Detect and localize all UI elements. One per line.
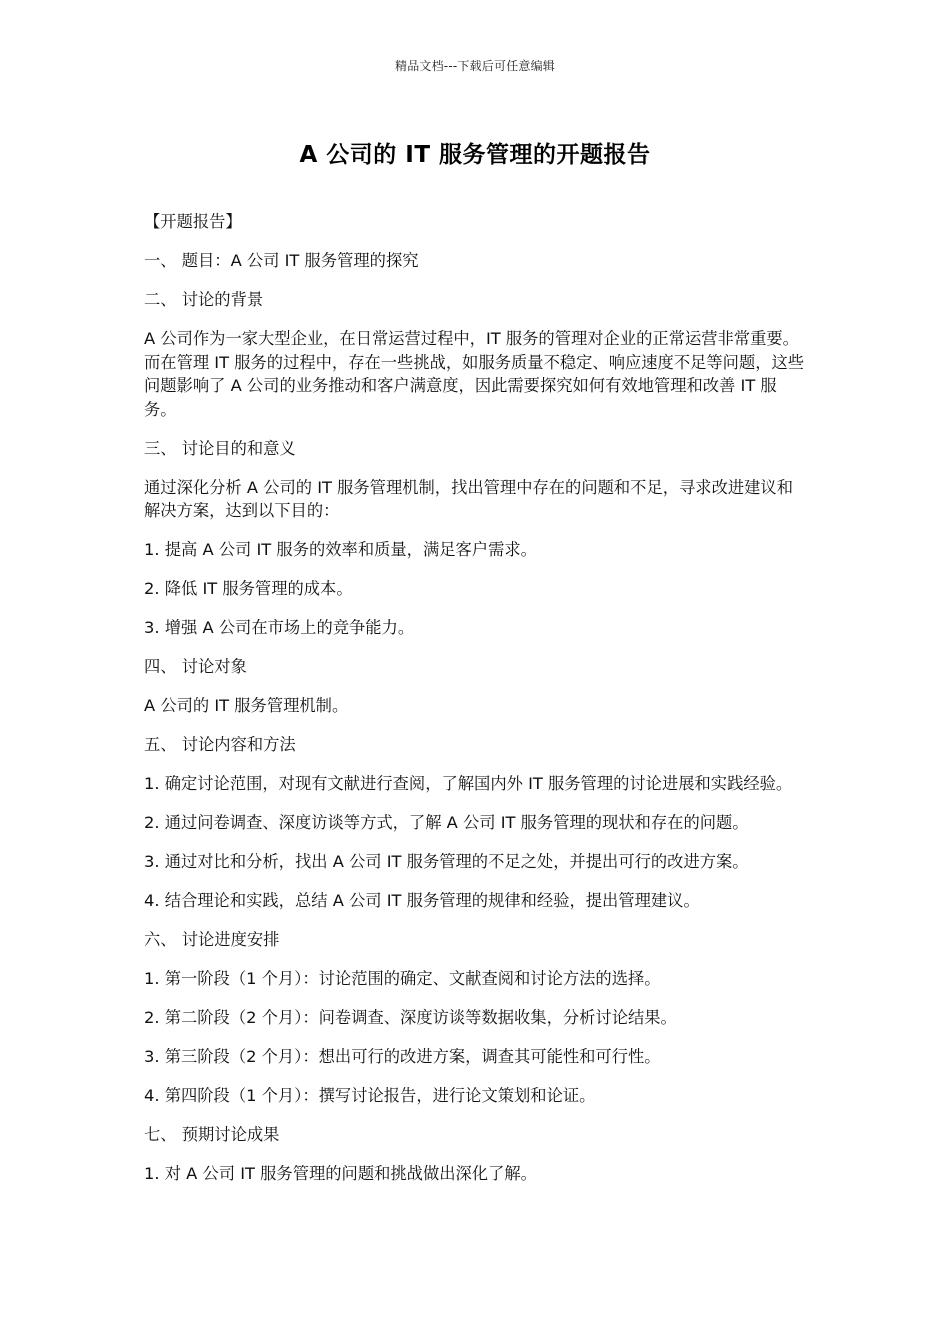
section-heading-6: 六、 讨论进度安排 (144, 930, 280, 949)
purpose-paragraph: 通过深化分析 A 公司的 IT 服务管理机制，找出管理中存在的问题和不足，寻求改进建议和解决方案，达到以下目的： (144, 477, 793, 520)
list-item: 3. 通过对比和分析，找出 A 公司 IT 服务管理的不足之处，并提出可行的改进方案。 (144, 852, 749, 871)
section-heading-4: 四、 讨论对象 (144, 657, 247, 676)
document-title: A 公司的 IT 服务管理的开题报告 (299, 142, 651, 168)
list-item: 1. 第一阶段（1 个月）：讨论范围的确定、文献查阅和讨论方法的选择。 (144, 969, 661, 988)
section-heading-7: 七、 预期讨论成果 (144, 1125, 280, 1144)
list-item: 4. 第四阶段（1 个月）：撰写讨论报告，进行论文策划和论证。 (144, 1086, 596, 1105)
section-heading-5: 五、 讨论内容和方法 (144, 735, 296, 754)
list-item: 2. 通过问卷调查、深度访谈等方式，了解 A 公司 IT 服务管理的现状和存在的问题。 (144, 813, 749, 832)
object-paragraph: A 公司的 IT 服务管理机制。 (144, 696, 349, 715)
list-item: 2. 第二阶段（2 个月）：问卷调查、深度访谈等数据收集，分析讨论结果。 (144, 1008, 677, 1027)
opening-label: 【开题报告】 (144, 212, 242, 231)
list-item: 1. 提高 A 公司 IT 服务的效率和质量，满足客户需求。 (144, 540, 537, 559)
list-item: 1. 确定讨论范围，对现有文献进行查阅，了解国内外 IT 服务管理的讨论进展和实践经验。 (144, 774, 793, 793)
list-item: 3. 增强 A 公司在市场上的竞争能力。 (144, 618, 415, 637)
document-body (144, 210, 809, 1201)
list-item: 4. 结合理论和实践，总结 A 公司 IT 服务管理的规律和经验，提出管理建议。 (144, 891, 700, 910)
header-note: 精品文档---下载后可任意编辑 (395, 59, 555, 73)
section-heading-3: 三、 讨论目的和意义 (144, 438, 296, 458)
section-heading-2: 二、 讨论的背景 (144, 290, 264, 309)
list-item: 3. 第三阶段（2 个月）：想出可行的改进方案，调查其可能性和可行性。 (144, 1047, 661, 1066)
background-paragraph: A 公司作为一家大型企业，在日常运营过程中，IT 服务的管理对企业的正常运营非常重要。而在管理 IT 服务的过程中，存在一些挑战，如服务质量不稳定、响应速度不足等问题，这些问题影响了 A 公司的业务推动和客户满意度，因此需要探究如何有效地管理和改善 IT 服务。 (144, 329, 805, 419)
section-heading-1: 一、 题目：A 公司 IT 服务管理的探究 (144, 251, 419, 270)
list-item: 1. 对 A 公司 IT 服务管理的问题和挑战做出深化了解。 (144, 1164, 537, 1183)
list-item: 2. 降低 IT 服务管理的成本。 (144, 579, 353, 598)
